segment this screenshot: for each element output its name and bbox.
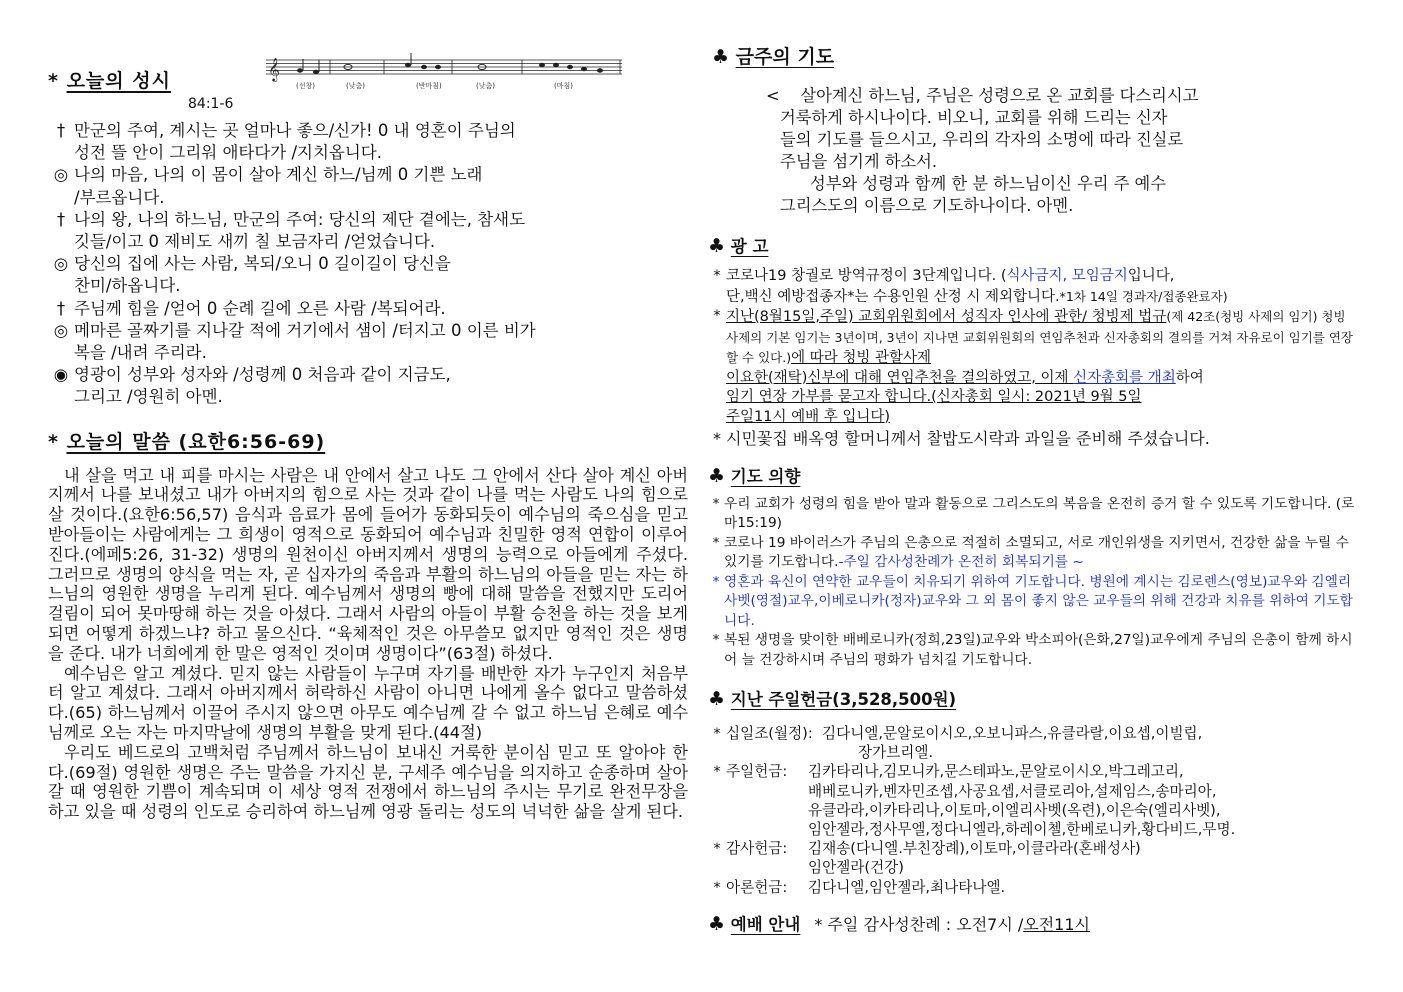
intentions-title: ♣ 기도 의향 bbox=[708, 464, 801, 487]
word-paragraph: 우리도 베드로의 고백처럼 주님께서 하느님이 보내신 거룩한 분이심 믿고 또 알아야 한다.(69절) 영원한 생명은 주는 말씀을 가지신 분, 구세주 예수님을 의지하고 순종하며 살아 갈 때 영원한 기쁨이 계속되며 이 세상 영적 전쟁에서 하느님의 주시는 무기로 완전무장을 하고 있을 때 성령의 인도로 승리하여 하느님께 영광 돌리는 성도의 넉넉한 삶을 살게 된다. bbox=[48, 742, 688, 822]
chant-staff bbox=[266, 50, 626, 94]
word-body bbox=[48, 466, 688, 822]
offering-row: 장가브리엘. bbox=[858, 744, 934, 762]
worship-title: ♣ 예배 안내 bbox=[708, 912, 801, 935]
psalm-verse: † 주님께 힘을 /얻어 0 순례 길에 오른 사람 /복되어라. bbox=[56, 298, 446, 318]
intention-item: * 복된 생명을 맞이한 배베로니카(정희,23일)교우와 박소피아(은화,27일)교우에게 주님의 은총이 함께 하시어 늘 건강하시며 주님의 평화가 넘치길 기도합니다. bbox=[712, 632, 1353, 668]
intention-item: * 영혼과 육신이 연약한 교우들이 치유되기 위하여 기도합니다. 병원에 계시는 김로렌스(영보)교우와 김엘리사벳(영절)교우,이베로니카(정자)교우와 그 외 몸이 좋지 않은 교우들의 위해 건강과 치유를 위하여 기도합니다. bbox=[712, 573, 1353, 629]
staff-label: (낮춤) bbox=[346, 82, 365, 90]
offering-row: * 감사헌금: 김재송(다니엘.부친장례),이토마,이클라라(혼배성사) bbox=[713, 840, 1141, 858]
left-column bbox=[48, 50, 688, 822]
psalm-title: * 오늘의 성시 bbox=[48, 70, 171, 92]
staff-label: (선창) bbox=[296, 82, 315, 90]
notice-item: * 지난(8월15일,주일) 교회위원회에서 성직자 인사에 관한/ 청빙제 법규(제 42조(청빙 사제의 임기) 청빙 사제의 기본 임기는 3년이며, 3년이 지나면 교회위원회의 연임추천과 신자총회의 결의를 거쳐 자유로이 임기를 연장할 수 있다.)에 따라 청빙 관할사제 이요한(재탁)신부에 대해 연임추천을 결의하였고, 이제 신자총회를 개최하여 임기 연장 가부를 묻고자 합니다.(신자총회 일시: 2021년 9월 5일 주일11시 예배 후 입니다) bbox=[713, 308, 1353, 425]
psalm-verse: ◉ 영광이 성부와 성자와 /성령께 0 처음과 같이 지금도, 그리고 /영원히 아멘. bbox=[53, 365, 451, 407]
notice-item: * 코로나19 창궐로 방역규정이 3단계입니다. (식사금지, 모임금지입니다, 단,백신 예방접종자*는 수용인원 산정 시 제외합니다.*1차 14일 경과자/접종완료자) bbox=[713, 268, 1228, 305]
offering-row: 유클라라,이카타리나,이토마,이엘리사벳(옥련),이은숙(엘리사벳), bbox=[808, 801, 1221, 819]
offering-row: 배베로니카,벤자민조셉,사공요셉,서클로리아,설제임스,송마리아, bbox=[808, 782, 1217, 800]
club-icon: ♣ bbox=[708, 688, 726, 710]
offering-row: * 주일헌금: 김카타리나,김모니카,문스테파노,문알로이시오,박그레고리, bbox=[713, 763, 1184, 781]
offering-row: 임안젤라(건강) bbox=[808, 859, 904, 877]
svg-text:𝄞: 𝄞 bbox=[268, 57, 280, 81]
intentions-list bbox=[708, 495, 1358, 671]
staff-label: (마침) bbox=[554, 82, 573, 90]
psalm-verses bbox=[48, 120, 688, 409]
notices-list bbox=[708, 267, 1358, 449]
right-column bbox=[708, 42, 1358, 935]
weekly-prayer: < 살아계신 하느님, 주님은 성령으로 온 교회를 다스리시고 거룩하게 하시나이다. 비오니, 교회를 위해 드리는 신자 들의 기도를 들으시고, 우리의 각자의 소명에 따라 진실로 주님을 섬기게 하소서. 성부와 성령과 함께 한 분 하느님이신 우리 주 예수 그리스도의 이름으로 기도하나이다. 아멘. bbox=[766, 86, 1199, 215]
worship-time: 오전11시 bbox=[1023, 914, 1090, 934]
psalm-verse: ◎ 나의 마음, 나의 이 몸이 살아 계신 하느/님께 0 기쁜 노래 /부르옵니다. bbox=[53, 165, 483, 207]
notice-item: * 시민꽃집 배옥영 할머니께서 찰밥도시락과 과일을 준비해 주셨습니다. bbox=[713, 429, 1210, 448]
psalm-reference: 84:1-6 bbox=[188, 96, 234, 112]
club-icon: ♣ bbox=[708, 912, 726, 935]
worship-info bbox=[708, 911, 1358, 935]
staff-label: (반마침) bbox=[416, 82, 442, 90]
psalm-verse: † 나의 왕, 나의 하느님, 만군의 주여: 당신의 제단 곁에는, 참새도 깃들/이고 0 제비도 새끼 칠 보금자리 /얻었습니다. bbox=[56, 209, 526, 252]
worship-text: * 주일 감사성찬례 : 오전7시 / bbox=[814, 914, 1024, 934]
club-icon: ♣ bbox=[708, 235, 726, 257]
offering-row: * 아론헌금: 김다니엘,임안젤라,최나타나엘. bbox=[713, 878, 1006, 896]
psalm-verse: ◎ 당신의 집에 사는 사람, 복되/오니 0 길이길이 당신을 찬미/하옵니다. bbox=[53, 254, 451, 296]
word-paragraph: 내 살을 먹고 내 피를 마시는 사람은 내 안에서 살고 나도 그 안에서 산다 살아 계신 아버지께서 나를 보내셨고 내가 아버지의 힘으로 사는 것과 같이 나를 먹는 사람도 나의 힘으로 살 것이다.(요한6:56,57) 음식과 음료가 몸에 들어가 동화되듯이 예수님의 죽으심을 믿고 받아들이는 사람에게는 그 희생이 영적으로 동화되어 예수님과 친밀한 영적 연합이 이루어진다.(에페5:26, 31-32) 생명의 원천이신 아버지께서 생명의 능력으로 아들에게 주셨다. 그러므로 생명의 양식을 먹는 자, 곧 십자가의 죽음과 부활의 하느님의 아들을 믿는 자는 하느님의 영원한 생명을 누리게 된다. 예수님께서 생명의 빵에 대해 말씀을 전했지만 도리어 걸림이 되어 못마땅해 하는 것을 아셨다. 그래서 사람의 아들이 부활 승천을 하는 것을 보게 되면 어떻게 하겠느냐? 하고 물으신다. “육체적인 것은 아무쓸모 없지만 영적인 것은 생명을 준다. 내가 너희에게 한 말은 영적인 것이며 생명이다”(63절) 하셨다. bbox=[48, 465, 688, 663]
prayer-title: ♣ 금주의 기도 bbox=[712, 46, 835, 68]
intention-item: * 코로나 19 바이러스가 주님의 은총으로 적절히 소멸되고, 서로 개인위생을 지키면서, 건강한 삶을 누릴 수 있기를 기도합니다.-주일 감사성찬례가 온전히 회복되기를 ~ bbox=[712, 534, 1349, 570]
word-title: * 오늘의 말씀 (요한6:56-69) bbox=[48, 430, 326, 453]
offering-title: ♣ 지난 주일헌금(3,528,500원) bbox=[708, 688, 957, 710]
psalm-header bbox=[48, 50, 688, 112]
offering-list bbox=[708, 724, 1358, 897]
offering-row: * 십일조(월정): 김다니엘,문알로이시오,오보니파스,유클라랄,이요셉,이빌립, bbox=[713, 725, 1203, 742]
staff-label: (낮춤) bbox=[476, 82, 495, 90]
intention-item: * 우리 교회가 성령의 힘을 받아 말과 활동으로 그리스도의 복음을 온전히 증거 할 수 있도록 기도합니다. (로마15:19) bbox=[712, 495, 1355, 531]
club-icon: ♣ bbox=[708, 464, 726, 487]
psalm-verse: ◎ 메마른 골짜기를 지나갈 적에 거기에서 샘이 /터지고 0 이른 비가 복을 /내려 주리라. bbox=[53, 320, 536, 363]
club-icon: ♣ bbox=[712, 46, 730, 68]
word-paragraph: 예수님은 알고 계셨다. 믿지 않는 사람들이 누구며 자기를 배반한 자가 누구인지 처음부터 알고 계셨다. 그래서 아버지께서 허락하신 사람이 아니면 나에게 올수 없다고 말씀하셨다.(65) 하느님께서 이끌어 주시지 않으면 아무도 예수님께 갈 수 없고 하느님 은혜로 예수님께로 오는 자는 마지막날에 생명의 부활을 맞게 된다.(44절) bbox=[48, 663, 688, 742]
notices-title: ♣ 광 고 bbox=[708, 235, 769, 257]
offering-row: 임안젤라,정사무엘,정다니엘라,하레이첼,한베로니카,황다비드,무명. bbox=[808, 821, 1236, 839]
psalm-verse: † 만군의 주여, 계시는 곳 얼마나 좋으/신가! 0 내 영혼이 주님의 성전 뜰 안이 그리워 애타다가 /지치옵니다. bbox=[56, 121, 516, 163]
